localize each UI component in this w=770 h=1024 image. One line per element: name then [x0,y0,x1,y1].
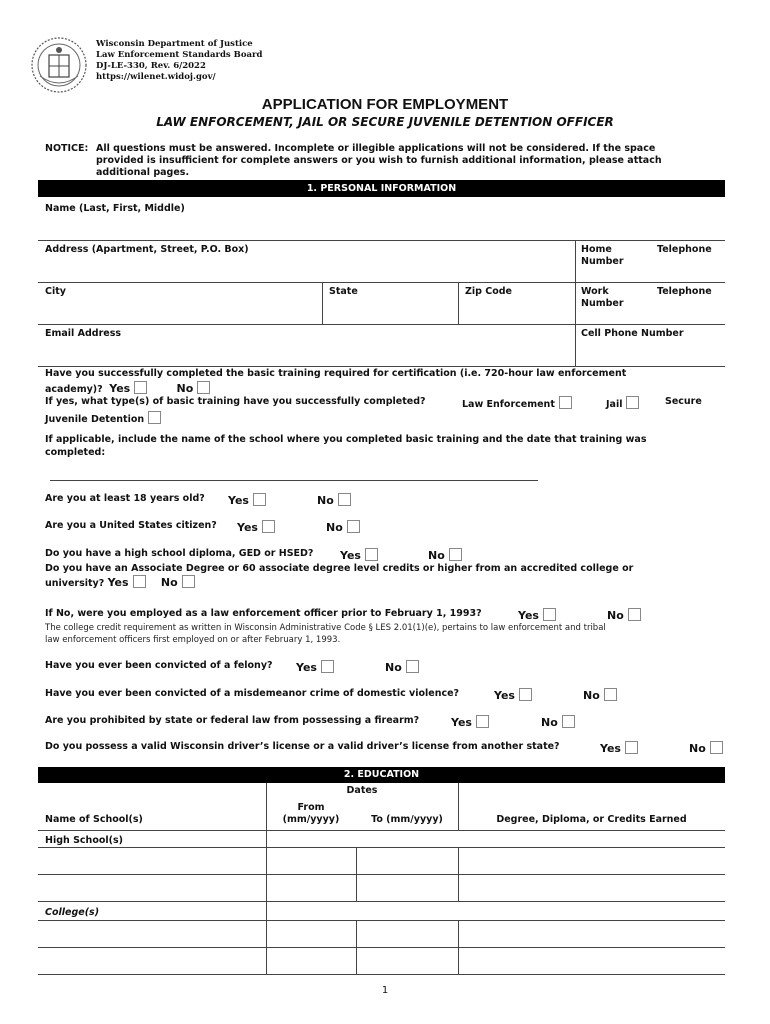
law-enforcement-checkbox[interactable] [559,396,572,409]
domestic-violence-yes-checkbox[interactable] [519,688,532,701]
jail-checkbox[interactable] [626,396,639,409]
citizen-yes-checkbox[interactable] [262,520,275,533]
age-yes-checkbox[interactable] [253,493,266,506]
q-firearm-prohibited: Are you prohibited by state or federal law from possessing a firearm? Yes No [45,715,419,726]
school-name-input-line[interactable] [50,480,538,481]
q-associate-degree: Do you have an Associate Degree or 60 associate degree level credits or higher from an accredited college or university? Yes No [45,563,634,589]
col-degree-earned: Degree, Diploma, or Credits Earned [496,814,687,825]
email-address-label: Email Address [45,328,122,339]
diploma-yes-checkbox[interactable] [365,548,378,561]
section-personal-information-header: 1. PERSONAL INFORMATION [38,180,725,197]
high-school-label: High School(s) [45,835,123,846]
notice-text: All questions must be answered. Incomplete or illegible applications will not be considered. If the space provided is insufficient for complete answers or you wish to furnish additional information, please attach additional pages. [96,143,662,178]
name-label: Name (Last, First, Middle) [45,203,185,214]
training-type-secure: Secure [665,396,702,407]
degree-no-checkbox[interactable] [182,575,195,588]
q-citizen: Are you a United States citizen? Yes No [45,520,217,531]
firearm-yes-checkbox[interactable] [476,715,489,728]
basic-training-yes-checkbox[interactable] [134,381,147,394]
age-no-checkbox[interactable] [338,493,351,506]
juvenile-detention-checkbox[interactable] [148,411,161,424]
home-telephone-label: Home Telephone Number [581,244,712,267]
dates-header: Dates [346,785,378,796]
college-credit-note: The college credit requirement as written in Wisconsin Administrative Code § LES 2.01(1)(e), pertains to law enforcement and tribal law enforcement officers first employed on or after February 1, 1993. [45,623,606,645]
basic-training-no-checkbox[interactable] [197,381,210,394]
q-employed-before-1993: If No, were you employed as a law enforcement officer prior to February 1, 1993? Yes No [45,608,482,619]
work-telephone-label: Work Telephone Number [581,286,712,309]
training-type-law-enforcement: Law Enforcement [462,396,572,410]
col-school-name: Name of School(s) [45,814,143,825]
q-basic-training: Have you successfully completed the basic training required for certification (i.e. 720-hour law enforcement academy)? Yes No [45,368,627,395]
col-to-date: To (mm/yyyy) [371,814,443,825]
q-school-name: If applicable, include the name of the school where you completed basic training and the date that training was completed: [45,434,647,458]
notice-label: NOTICE: [45,143,89,154]
license-yes-checkbox[interactable] [625,741,638,754]
q-felony: Have you ever been convicted of a felony? Yes No [45,660,273,671]
citizen-no-checkbox[interactable] [347,520,360,533]
page-number: 1 [381,985,389,996]
q-training-type: If yes, what type(s) of basic training have you successfully completed? [45,396,426,407]
q-domestic-violence: Have you ever been convicted of a misdemeanor crime of domestic violence? Yes No [45,688,459,699]
section-education-header: 2. EDUCATION [38,767,725,783]
address-label: Address (Apartment, Street, P.O. Box) [45,244,249,255]
license-no-checkbox[interactable] [710,741,723,754]
training-type-jail: Jail [606,396,639,410]
q-high-school-diploma: Do you have a high school diploma, GED or HSED? Yes No [45,548,313,559]
training-type-juvenile-detention: Juvenile Detention [45,411,161,425]
employed-1993-yes-checkbox[interactable] [543,608,556,621]
agency-url: https://wilenet.widoj.gov/ [96,72,216,82]
q-age: Are you at least 18 years old? Yes No [45,493,205,504]
q-drivers-license: Do you possess a valid Wisconsin driver’s license or a valid driver’s license from another state? Yes No [45,741,560,752]
board-name: Law Enforcement Standards Board [96,50,263,60]
cell-phone-label: Cell Phone Number [581,328,684,339]
city-label: City [45,286,66,297]
state-label: State [329,286,358,297]
zip-code-label: Zip Code [465,286,512,297]
diploma-no-checkbox[interactable] [449,548,462,561]
wisconsin-seal-icon [30,36,88,94]
agency-name: Wisconsin Department of Justice [96,39,253,49]
employed-1993-no-checkbox[interactable] [628,608,641,621]
page-subtitle: LAW ENFORCEMENT, JAIL OR SECURE JUVENILE DETENTION OFFICER [156,115,614,129]
col-from-date: From (mm/yyyy) [282,802,340,825]
felony-no-checkbox[interactable] [406,660,419,673]
college-label: College(s) [45,907,100,918]
degree-yes-checkbox[interactable] [133,575,146,588]
domestic-violence-no-checkbox[interactable] [604,688,617,701]
firearm-no-checkbox[interactable] [562,715,575,728]
form-id: DJ-LE-330, Rev. 6/2022 [96,61,206,71]
page-title: APPLICATION FOR EMPLOYMENT [261,96,509,113]
felony-yes-checkbox[interactable] [321,660,334,673]
